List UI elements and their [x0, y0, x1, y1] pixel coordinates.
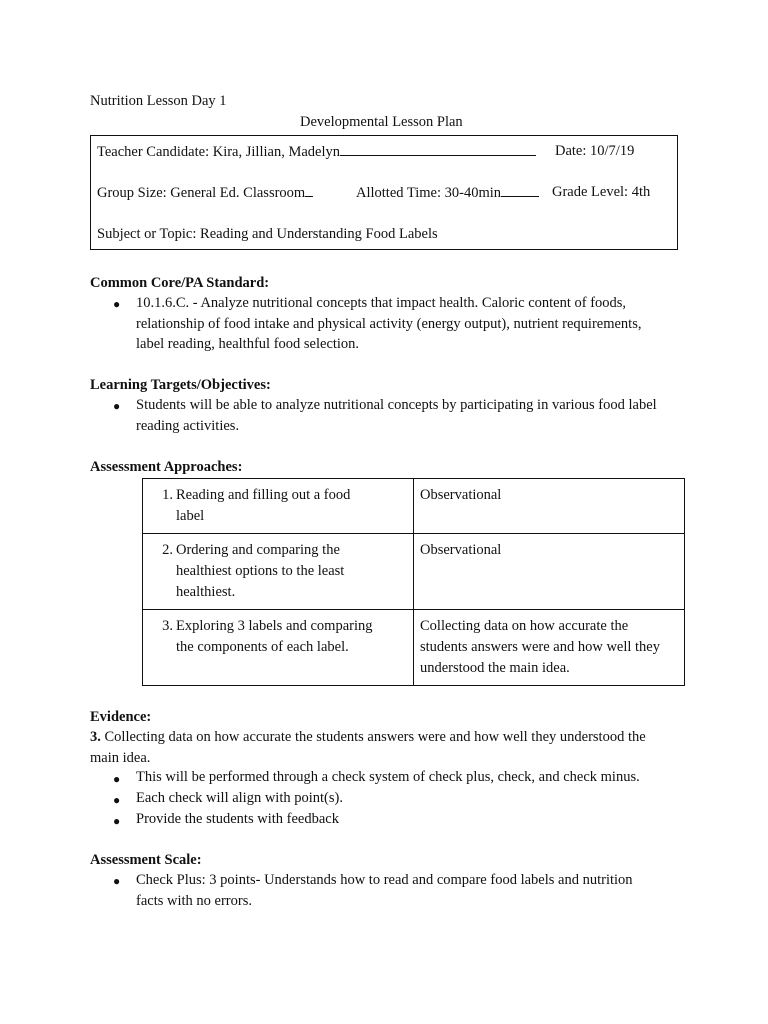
- bullet-icon: ●: [113, 399, 121, 413]
- document-title: Developmental Lesson Plan: [300, 114, 463, 130]
- table-cell: [414, 534, 685, 610]
- subject-topic: Subject or Topic: Reading and Understanding Food Labels: [97, 226, 438, 242]
- cell-line: healthiest options to the least: [176, 563, 345, 579]
- cell-line: the components of each label.: [176, 639, 349, 655]
- assessment-heading: Assessment Approaches:: [90, 459, 243, 475]
- teacher-candidate: [97, 143, 536, 161]
- assessment-table: [142, 478, 685, 686]
- evidence-bullet: Provide the students with feedback: [136, 811, 339, 827]
- standard-line: label reading, healthful food selection.: [136, 336, 360, 352]
- row-number: 2.: [162, 542, 173, 558]
- scale-line: facts with no errors.: [136, 892, 252, 909]
- bullet-icon: ●: [113, 793, 121, 807]
- cell-line: Observational: [420, 487, 502, 503]
- allotted-time: [356, 184, 539, 202]
- cell-text: [176, 616, 388, 658]
- group-size-blank-line: [305, 184, 313, 197]
- evidence-bullet: This will be performed through a check system of check plus, check, and check minus.: [136, 769, 640, 785]
- bullet-icon: ●: [113, 772, 121, 786]
- group-size: [97, 184, 313, 202]
- objectives-heading: Learning Targets/Objectives:: [90, 377, 271, 393]
- cell-line: Observational: [420, 542, 502, 558]
- evidence-number: 3.: [90, 729, 101, 745]
- scale-heading: Assessment Scale:: [90, 852, 202, 868]
- allotted-time-text: Allotted Time: 30-40min: [356, 185, 502, 201]
- teacher-candidate-text: Teacher Candidate: Kira, Jillian, Madelyn: [97, 144, 340, 160]
- standard-line: 10.1.6.C. - Analyze nutritional concepts that impact health. Caloric content of foods,: [136, 295, 627, 311]
- table-row: [143, 610, 685, 686]
- evidence-heading: Evidence:: [90, 709, 152, 725]
- teacher-blank-line: [340, 143, 536, 156]
- objectives-line: reading activities.: [136, 417, 240, 434]
- cell-text: [176, 485, 388, 527]
- cell-text: [176, 540, 388, 603]
- row-number: 1.: [162, 487, 173, 503]
- cell-line: Collecting data on how accurate the: [420, 618, 629, 634]
- objectives-text: [136, 395, 657, 436]
- date-field: Date: 10/7/19: [555, 143, 635, 159]
- bullet-icon: ●: [113, 874, 121, 888]
- cell-line: students answers were and how well they: [420, 639, 660, 655]
- evidence-line: [90, 727, 646, 748]
- cell-line: label: [176, 508, 205, 524]
- allotted-time-blank-line: [501, 184, 539, 197]
- evidence-line-text: Collecting data on how accurate the students answers were and how well they understood the: [104, 729, 646, 745]
- group-size-text: Group Size: General Ed. Classroom: [97, 185, 306, 201]
- standard-text: [136, 293, 641, 355]
- cell-line: Reading and filling out a food: [176, 487, 351, 503]
- cell-line: understood the main idea.: [420, 660, 570, 676]
- evidence-bullet: Each check will align with point(s).: [136, 790, 343, 806]
- table-cell: [143, 534, 414, 610]
- standard-heading: Common Core/PA Standard:: [90, 275, 270, 291]
- bullet-icon: ●: [113, 814, 121, 828]
- scale-text: [136, 870, 633, 911]
- scale-line: Check Plus: 3 points- Understands how to read and compare food labels and nutrition: [136, 872, 633, 888]
- table-row: [143, 534, 685, 610]
- top-label: Nutrition Lesson Day 1: [90, 93, 227, 109]
- table-row: [143, 479, 685, 534]
- grade-level: Grade Level: 4th: [552, 184, 651, 200]
- evidence-text: [90, 727, 646, 768]
- cell-line: Ordering and comparing the: [176, 542, 340, 558]
- table-cell: [143, 610, 414, 686]
- table-cell: [414, 479, 685, 534]
- row-number: 3.: [162, 618, 173, 634]
- table-cell: [414, 610, 685, 686]
- cell-line: Exploring 3 labels and comparing: [176, 618, 373, 634]
- cell-line: healthiest.: [176, 584, 236, 600]
- objectives-line: Students will be able to analyze nutritional concepts by participating in various food label: [136, 397, 657, 413]
- table-cell: [143, 479, 414, 534]
- standard-line: relationship of food intake and physical activity (energy output), nutrient requirements,: [136, 315, 642, 332]
- evidence-line: main idea.: [90, 749, 151, 766]
- bullet-icon: ●: [113, 297, 121, 311]
